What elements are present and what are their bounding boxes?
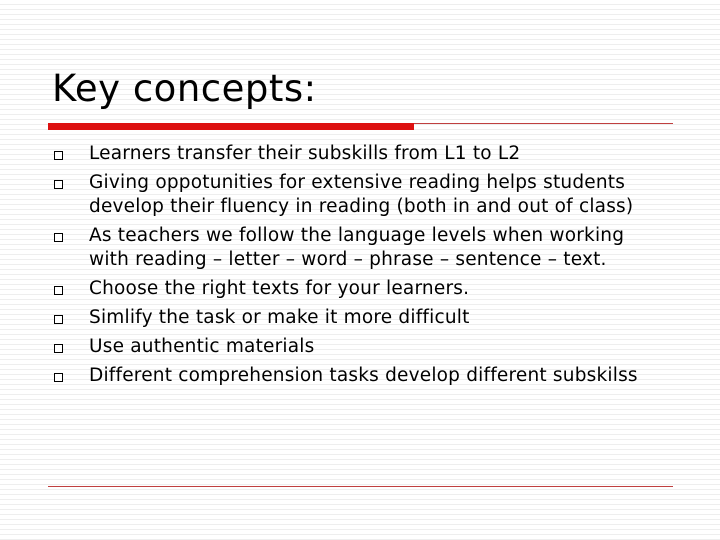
hollow-square-bullet-icon — [54, 233, 63, 242]
footer-rule — [48, 486, 673, 487]
bullet-text: Use authentic materials — [89, 336, 315, 357]
bullet-list — [50, 142, 670, 393]
slide-title: Key concepts: — [52, 67, 317, 110]
bullet-text: As teachers we follow the language levels when working with reading – letter – word – phrase – sentence – text. — [89, 225, 625, 270]
bullet-text: Choose the right texts for your learners. — [89, 278, 470, 299]
bullet-text: Learners transfer their subskills from L1 to L2 — [89, 143, 521, 164]
title-underline-accent — [48, 123, 414, 130]
hollow-square-bullet-icon — [54, 373, 63, 382]
hollow-square-bullet-icon — [54, 315, 63, 324]
hollow-square-bullet-icon — [54, 151, 63, 160]
bullet-item — [50, 224, 670, 272]
bullet-item — [50, 364, 670, 388]
bullet-item — [50, 171, 670, 219]
bullet-item — [50, 306, 670, 330]
bullet-text: Simlify the task or make it more difficult — [89, 307, 470, 328]
bullet-text: Giving oppotunities for extensive reading helps students develop their fluency in reading (both in and out of class) — [89, 172, 634, 217]
hollow-square-bullet-icon — [54, 180, 63, 189]
bullet-item — [50, 277, 670, 301]
bullet-text: Different comprehension tasks develop different subskilss — [89, 365, 638, 386]
bullet-item — [50, 142, 670, 166]
bullet-item — [50, 335, 670, 359]
hollow-square-bullet-icon — [54, 286, 63, 295]
hollow-square-bullet-icon — [54, 344, 63, 353]
